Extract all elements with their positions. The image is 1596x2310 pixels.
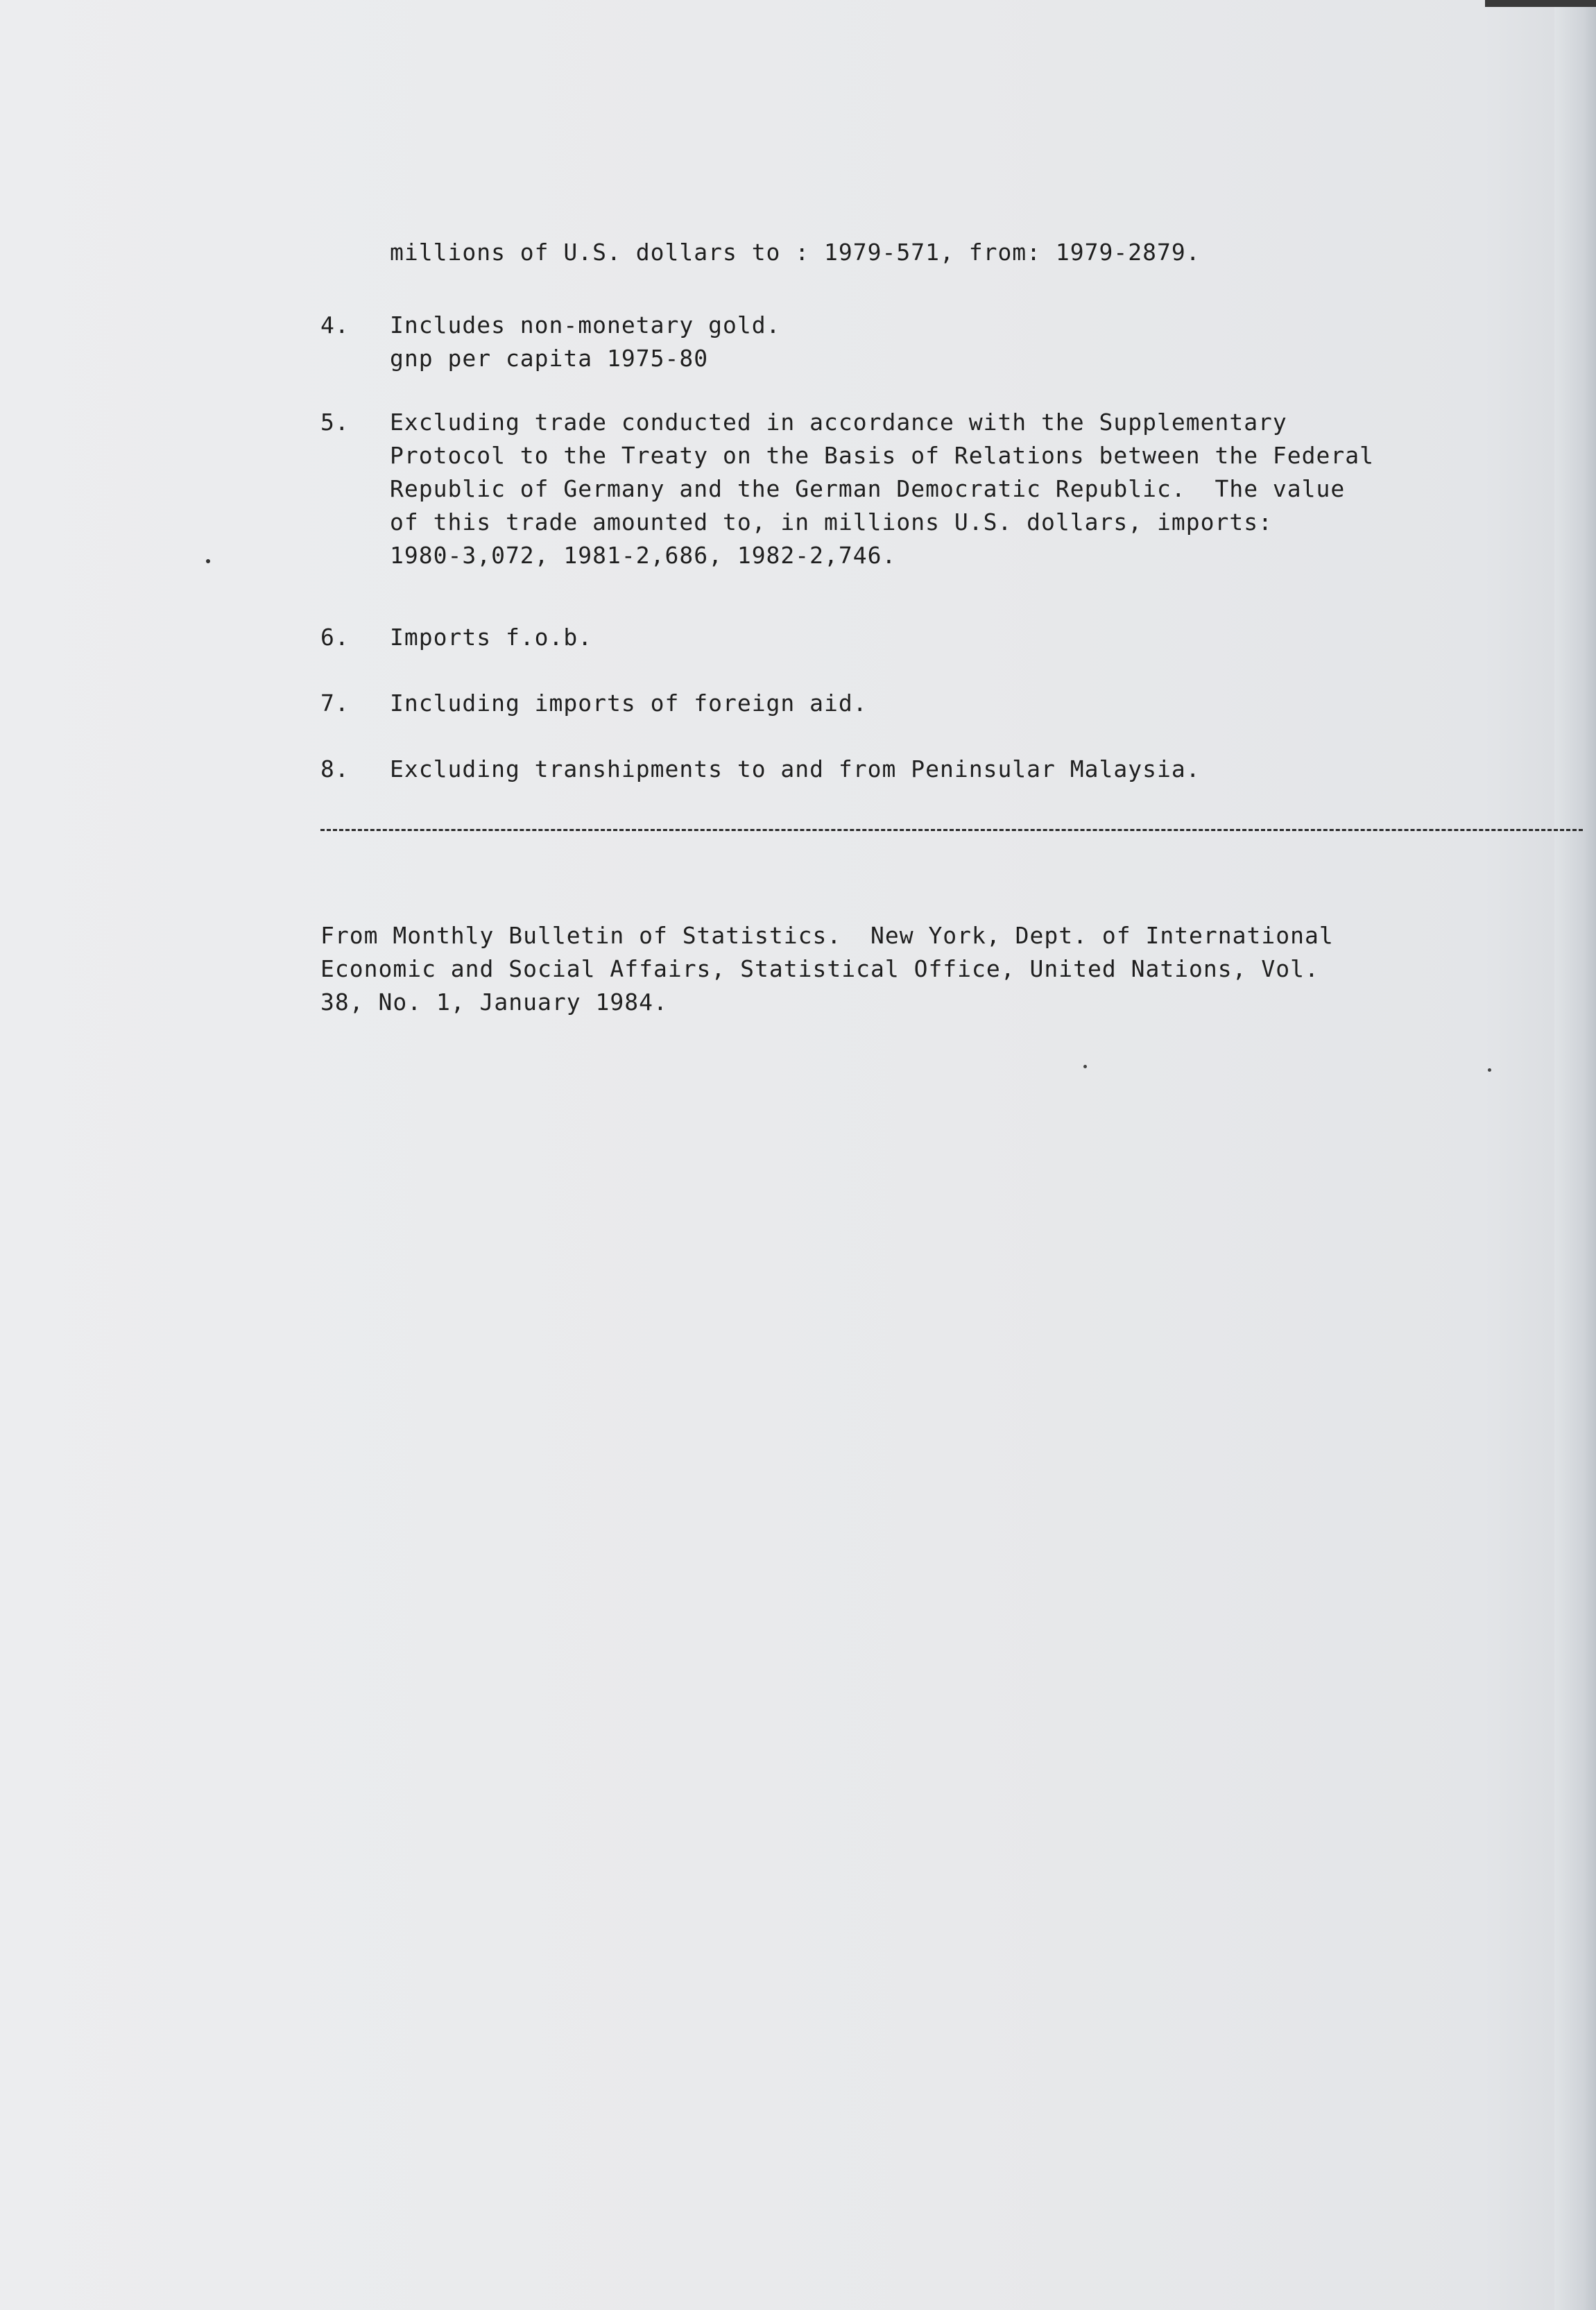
source-line: 38, No. 1, January 1984. xyxy=(320,989,668,1016)
footnote-line: Excluding transhipments to and from Peninsular Malaysia. xyxy=(390,755,1201,782)
footnote-body xyxy=(390,309,780,375)
footnote-line: Imports f.o.b. xyxy=(390,624,593,651)
footnote-number: 5. xyxy=(320,409,350,436)
footnote-line: Includes non-monetary gold. xyxy=(390,311,781,339)
source-line: Economic and Social Affairs, Statistical Office, United Nations, Vol. xyxy=(320,955,1319,982)
stray-mark xyxy=(206,559,210,563)
source-citation xyxy=(320,919,1334,1019)
footnote-line: Excluding trade conducted in accordance with the Supplementary xyxy=(390,409,1287,436)
scan-edge-strip xyxy=(1485,0,1596,7)
footnote-body xyxy=(390,406,1374,572)
footnote-body xyxy=(390,753,1201,786)
page-edge-shadow xyxy=(1554,0,1596,2310)
footnote-number: 7. xyxy=(320,690,350,717)
footnote-line: of this trade amounted to, in millions U.S. dollars, imports: xyxy=(390,508,1273,536)
continuation-line: millions of U.S. dollars to : 1979-571, from: 1979-2879. xyxy=(390,239,1201,266)
source-line: From Monthly Bulletin of Statistics. New York, Dept. of International xyxy=(320,922,1334,949)
footnote-line: Protocol to the Treaty on the Basis of Relations between the Federal xyxy=(390,442,1375,469)
footnote-line: gnp per capita 1975-80 xyxy=(390,345,709,372)
footnote-number: 8. xyxy=(320,755,350,782)
scan-speck xyxy=(1083,1065,1087,1068)
footnote-line: Including imports of foreign aid. xyxy=(390,690,868,717)
footnote-line: 1980-3,072, 1981-2,686, 1982-2,746. xyxy=(390,542,897,569)
footnote-number: 4. xyxy=(320,311,350,339)
scan-speck xyxy=(1488,1068,1491,1072)
footnote-body xyxy=(390,621,592,654)
dashed-divider xyxy=(320,829,1583,831)
footnote-number: 6. xyxy=(320,624,350,651)
footnote-body xyxy=(390,687,868,720)
footnote-line: Republic of Germany and the German Democratic Republic. The value xyxy=(390,475,1346,502)
